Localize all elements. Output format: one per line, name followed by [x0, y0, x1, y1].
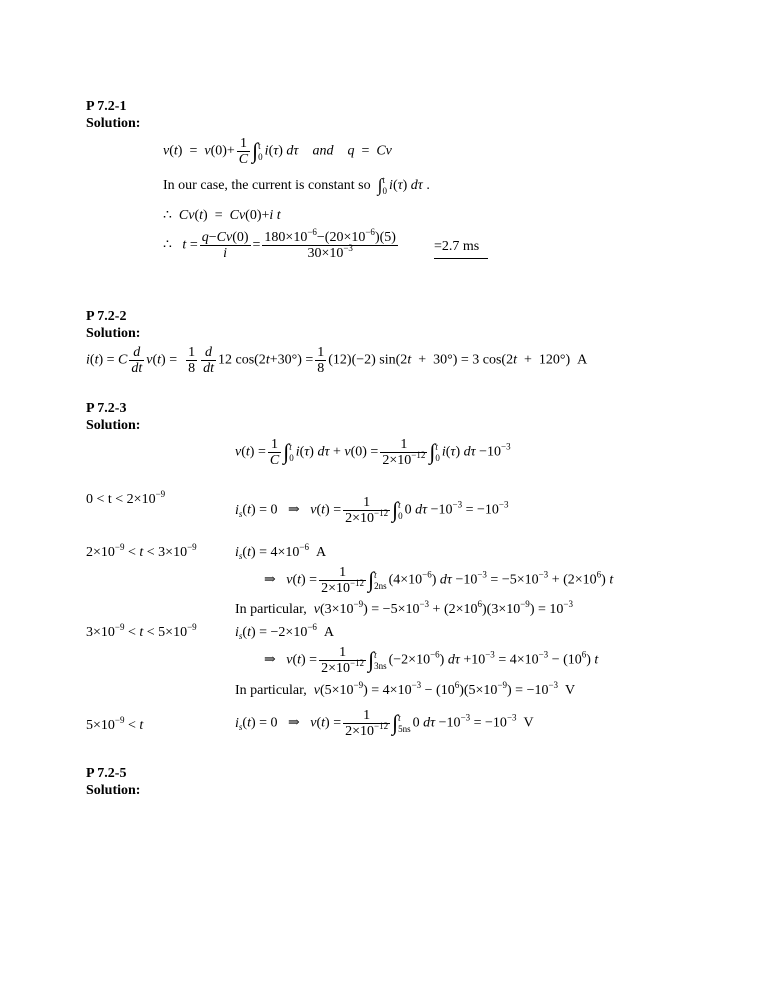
in-particular-label-2: In particular,	[235, 683, 307, 698]
connector-and: and	[312, 143, 334, 159]
in-particular-label-1: In particular,	[235, 602, 307, 617]
result-time: =2.7 ms	[434, 239, 488, 259]
solution-label-7-2-5: Solution:	[86, 783, 141, 798]
interval-1-label: 0 < t < 2×10	[86, 492, 156, 507]
problem-title-7-2-2: P 7.2-2	[86, 309, 127, 324]
solution-label-7-2-1: Solution:	[86, 116, 141, 131]
equation-interval-2-current: $i_s(t) = 4\times 10^{-6}$ A	[235, 542, 327, 561]
equation-general-voltage: v(t) = $\frac{1}{C}$ ∫ t 0 i(τ) dτ + v(0) = $\frac{1}{2\times 10^{-12}}$ ∫ t 0 i(τ) $d\tau -10^{-3}$	[235, 437, 511, 468]
equation-interval-2-voltage: ⇒ v(t) = $\frac{1}{2\times 10^{-12}}$ ∫ t 2ns $(4\times 10^{-6})$ $d\tau -10^{-3} = -5\times 10^{-3} + (2\times 10^6)$ t	[264, 565, 614, 596]
interval-1: $0 < t < 2\times 10^{-9}$	[86, 489, 166, 507]
problem-title-7-2-3: P 7.2-3	[86, 401, 127, 416]
equation-interval-1: $i_s(t) = 0$ ⇒ v(t) = $\frac{1}{2\times 10^{-12}}$ ∫ t 0 0 $d\tau -10^{-3} = -10^{-3}$	[235, 495, 509, 526]
interval-2-start: 2×10	[86, 545, 115, 560]
equation-interval-3-current: $i_s(t) = -2\times 10^{-6}$ A	[235, 622, 335, 641]
interval-2: $2\times 10^{-9} < t < 3\times 10^{-9}$	[86, 542, 197, 560]
interval-4: $5\times 10^{-9} < t$	[86, 715, 144, 733]
equation-interval-2-particular: In particular, $v(3\times 10^{-9}) = -5\times 10^{-3} + (2\times 10^6)(3\times 10^{-9}) = 10^{-3}$	[235, 599, 573, 617]
text-current-constant-label: In our case, the current is constant so	[163, 178, 371, 194]
equation-interval-4: $i_s(t) = 0$ ⇒ v(t) = $\frac{1}{2\times 10^{-12}}$ ∫ t 5ns 0 $d\tau -10^{-3} = -10^{-3}$ V	[235, 708, 534, 739]
equation-time: ∴ t = $\frac{q-Cv(0)}{i}$ = $\frac{180\times 10^{-6}-(20\times 10^{-6})(5)}{30\times 10^{-3}}$	[163, 227, 396, 261]
problem-title-7-2-1: P 7.2-1	[86, 99, 127, 114]
equation-interval-3-voltage: ⇒ v(t) = $\frac{1}{2\times 10^{-12}}$ ∫ t 3ns $(-2\times 10^{-6})$ $d\tau +10^{-3} = 4\times 10^{-3} - (10^6)$ t	[264, 645, 599, 676]
equation-capacitor-voltage: v(t) = v(0)+ $\frac{1}{C}$ ∫ t 0 i(τ) dτ and q = Cv	[163, 136, 392, 167]
solution-label-7-2-3: Solution:	[86, 418, 141, 433]
text-current-constant: In our case, the current is constant so ∫ t 0 i(τ) dτ .	[163, 174, 430, 196]
interval-3-start: 3×10	[86, 625, 115, 640]
equation-charge: ∴ Cv(t) = Cv(0)+i t	[163, 208, 281, 223]
equation-capacitor-current: i(t) = C $\frac{d}{dt}$ v(t) = $\frac{1}{8}$ $\frac{d}{dt}$ 12 cos(2t+30°) = $\frac{1}{8}$ (12)(−2) sin(2t + 30°) = 3 cos(2t + 120°) A	[86, 345, 588, 376]
problem-title-7-2-5: P 7.2-5	[86, 766, 127, 781]
equation-interval-3-particular: In particular, $v(5\times 10^{-9}) = 4\times 10^{-3} - (10^6)(5\times 10^{-9}) = -10^{-3}$ V	[235, 680, 576, 698]
interval-3: $3\times 10^{-9} < t < 5\times 10^{-9}$	[86, 622, 197, 640]
solution-label-7-2-2: Solution:	[86, 326, 141, 341]
interval-4-start: 5×10	[86, 718, 115, 733]
